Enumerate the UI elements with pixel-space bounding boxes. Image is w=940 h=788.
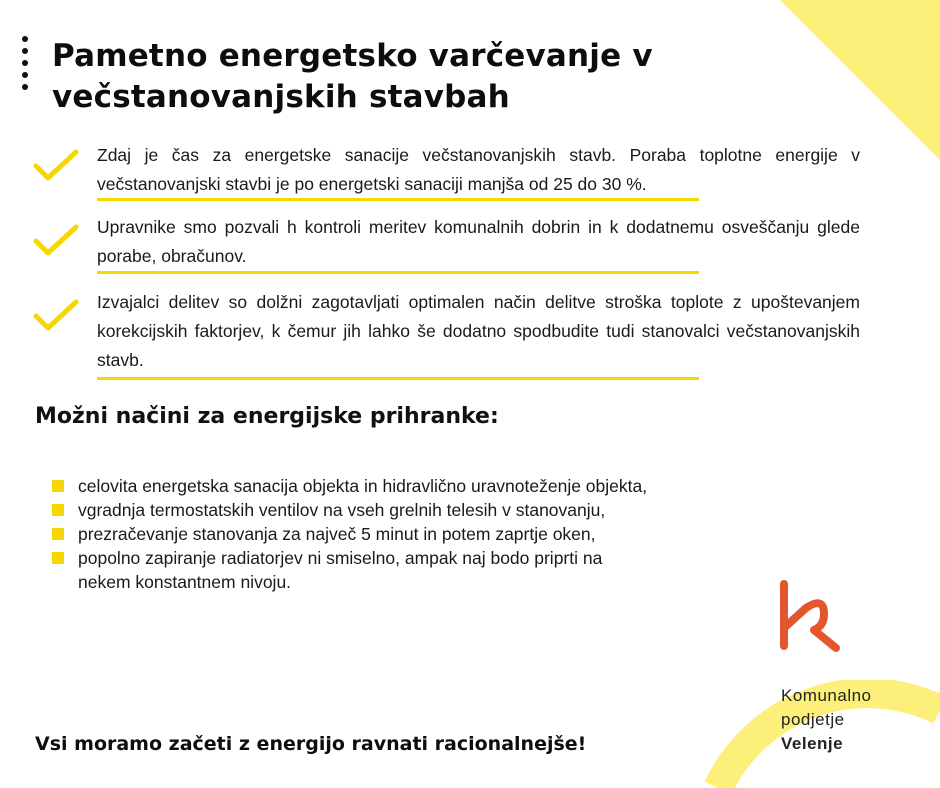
section-title: Možni načini za energijske prihranke:	[35, 404, 499, 429]
page-title: Pametno energetsko varčevanje v večstanovanjskih stavbah	[52, 38, 653, 115]
dot-column-decoration	[22, 36, 30, 96]
square-bullet-icon	[52, 552, 64, 564]
company-logo-text	[781, 684, 872, 756]
list-item	[50, 474, 650, 498]
ways-list	[50, 474, 650, 594]
checkmark-icon	[32, 223, 80, 259]
yellow-underline	[97, 271, 699, 274]
logo-line-2: podjetje	[781, 710, 845, 729]
checkmark-icon	[32, 298, 80, 334]
list-item	[50, 498, 650, 522]
logo-line-1: Komunalno	[781, 686, 872, 705]
list-item-text: vgradnja termostatskih ventilov na vseh grelnih telesih v stanovanju,	[78, 500, 606, 520]
point-text: Izvajalci delitev so dolžni zagotavljati optimalen način delitve stroška toplote z upoštevanjem korekcijskih faktorjev, k čemur jih lahko še dodatno spodbudite tudi stanovalci večstanovanjskih stavb.	[97, 292, 860, 370]
logo-line-3: Velenje	[781, 734, 844, 753]
checkmark-icon	[32, 148, 80, 184]
kp-logo-icon	[778, 580, 842, 652]
list-item	[50, 522, 650, 546]
point-text: Upravnike smo pozvali h kontroli meritev komunalnih dobrin in k dodatnemu osveščanju glede porabe, obračunov.	[97, 217, 860, 266]
point-text: Zdaj je čas za energetske sanacije večstanovanjskih stavb. Poraba toplotne energije v večstanovanjski stavbi je po energetski sanaciji manjša od 25 do 30 %.	[97, 145, 860, 194]
square-bullet-icon	[52, 504, 64, 516]
square-bullet-icon	[52, 528, 64, 540]
yellow-underline	[97, 198, 699, 201]
square-bullet-icon	[52, 480, 64, 492]
corner-triangle-decoration	[780, 0, 940, 160]
closing-statement: Vsi moramo začeti z energijo ravnati racionalnejše!	[35, 733, 587, 755]
yellow-underline	[97, 377, 699, 380]
list-item-text: popolno zapiranje radiatorjev ni smiselno, ampak naj bodo priprti na nekem konstantnem nivoju.	[78, 548, 603, 592]
list-item	[50, 546, 650, 594]
list-item-text: celovita energetska sanacija objekta in hidravlično uravnoteženje objekta,	[78, 476, 648, 496]
list-item-text: prezračevanje stanovanja za največ 5 minut in potem zaprtje oken,	[78, 524, 596, 544]
